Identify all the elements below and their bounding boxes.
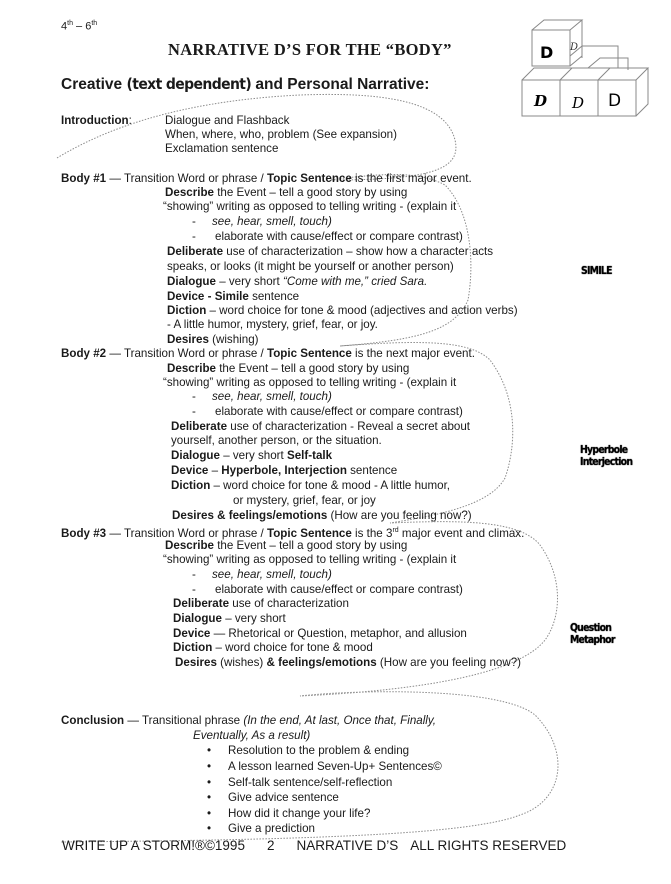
footer-brand: WRITE UP A STORM!®©1995 bbox=[62, 838, 245, 853]
body2-deliberate: Deliberate use of characterization - Reveal a secret about bbox=[171, 420, 471, 433]
body1-dash: - bbox=[192, 230, 196, 243]
introduction-label: Introduction: bbox=[61, 114, 132, 127]
body1-describe: Describe the Event – tell a good story by using bbox=[165, 186, 408, 199]
body3-device: Device — Rhetorical or Question, metaphor, and allusion bbox=[173, 627, 467, 640]
conclusion-bullet: • Give a prediction bbox=[228, 822, 315, 836]
conclusion-bullet: • How did it change your life? bbox=[228, 807, 370, 821]
body2-diction: Diction – word choice for tone & mood - A little humor, bbox=[171, 479, 451, 492]
conclusion-heading: Conclusion — Transitional phrase (In the end, At last, Once that, Finally, bbox=[61, 714, 437, 727]
body2-desires: Desires & feelings/emotions (How are you feeling now?) bbox=[172, 509, 472, 522]
page-subtitle: Creative (text dependent) and Personal Narrative: bbox=[61, 75, 430, 93]
body2-device: Device – Hyperbole, Interjection sentence bbox=[171, 464, 398, 477]
introduction-line: Exclamation sentence bbox=[165, 142, 279, 155]
body1-dash: - bbox=[192, 215, 196, 228]
body2-elaborate: elaborate with cause/effect or compare contrast) bbox=[215, 405, 463, 418]
footer-rights: ALL RIGHTS RESERVED bbox=[410, 838, 567, 853]
footer-section: NARRATIVE D’S bbox=[296, 838, 399, 853]
body1-diction-cont: - A little humor, mystery, grief, fear, or joy. bbox=[167, 318, 378, 331]
body3-describe: Describe the Event – tell a good story by using bbox=[165, 539, 408, 552]
body1-senses: see, hear, smell, touch) bbox=[212, 215, 332, 228]
introduction-line: Dialogue and Flashback bbox=[165, 114, 290, 127]
conclusion-bullet: • Resolution to the problem & ending bbox=[228, 744, 409, 758]
body3-deliberate: Deliberate use of characterization bbox=[173, 597, 349, 610]
body2-dash: - bbox=[192, 390, 196, 403]
introduction-line: When, where, who, problem (See expansion) bbox=[165, 128, 397, 141]
body2-describe: Describe the Event – tell a good story by using bbox=[167, 362, 410, 375]
body3-dash: - bbox=[192, 568, 196, 581]
conclusion-bullet: • Give advice sentence bbox=[228, 791, 339, 805]
body3-senses: see, hear, smell, touch) bbox=[212, 568, 332, 581]
body2-heading: Body #2 — Transition Word or phrase / Topic Sentence is the next major event. bbox=[61, 347, 475, 360]
body3-elaborate: elaborate with cause/effect or compare contrast) bbox=[215, 583, 463, 596]
page-footer bbox=[62, 838, 588, 853]
conclusion-examples-cont: Eventually, As a result) bbox=[193, 729, 311, 742]
body2-showing: “showing” writing as opposed to telling writing - (explain it bbox=[163, 376, 457, 389]
body1-deliberate: Deliberate use of characterization – show how a character acts bbox=[167, 245, 494, 258]
footer-page-number: 2 bbox=[266, 838, 275, 853]
grade-level: 4th – 6th bbox=[61, 20, 98, 33]
body2-diction-cont: or mystery, grief, fear, or joy bbox=[233, 494, 376, 507]
body3-desires: Desires (wishes) & feelings/emotions (How are you feeling now?) bbox=[175, 656, 522, 669]
conclusion-bullet: • Self-talk sentence/self-reflection bbox=[228, 776, 392, 790]
body1-showing: “showing” writing as opposed to telling writing - (explain it bbox=[163, 200, 457, 213]
body1-heading: Body #1 — Transition Word or phrase / Topic Sentence is the first major event. bbox=[61, 172, 472, 185]
body3-dash: - bbox=[192, 583, 196, 596]
body1-diction: Diction – word choice for tone & mood (adjectives and action verbs) bbox=[167, 304, 518, 317]
body1-desires: Desires (wishing) bbox=[167, 333, 259, 346]
logo-letter: D bbox=[540, 43, 554, 62]
logo-letter: D bbox=[534, 92, 548, 110]
body2-senses: see, hear, smell, touch) bbox=[212, 390, 332, 403]
body1-deliberate-cont: speaks, or looks (it might be yourself or another person) bbox=[167, 260, 454, 273]
body3-showing: “showing” writing as opposed to telling writing - (explain it bbox=[163, 553, 457, 566]
body2-dash: - bbox=[192, 405, 196, 418]
body1-device: Device - Simile sentence bbox=[167, 290, 300, 303]
body3-diction: Diction – word choice for tone & mood bbox=[173, 641, 373, 654]
side-label-hyperbole: Hyperbole Interjection bbox=[580, 443, 633, 468]
blocks-logo-icon bbox=[518, 18, 658, 118]
body3-dialogue: Dialogue – very short bbox=[173, 612, 286, 625]
side-label-simile: SIMILE bbox=[581, 264, 612, 277]
page-title: NARRATIVE D’S FOR THE “BODY” bbox=[168, 40, 452, 59]
body1-elaborate: elaborate with cause/effect or compare contrast) bbox=[215, 230, 463, 243]
body3-heading: Body #3 — Transition Word or phrase / Topic Sentence is the 3rd major event and climax. bbox=[61, 526, 525, 540]
logo-letter: D bbox=[570, 42, 579, 53]
side-label-question: Question Metaphor bbox=[570, 621, 615, 646]
body2-deliberate-cont: yourself, another person, or the situation. bbox=[171, 434, 382, 447]
logo-letter: D bbox=[608, 91, 622, 111]
body1-dialogue: Dialogue – very short “Come with me,” cried Sara. bbox=[167, 275, 428, 288]
logo-letter: D bbox=[572, 94, 585, 112]
body2-dialogue: Dialogue – very short Self-talk bbox=[171, 449, 333, 462]
conclusion-bullet: • A lesson learned Seven-Up+ Sentences© bbox=[228, 760, 442, 774]
